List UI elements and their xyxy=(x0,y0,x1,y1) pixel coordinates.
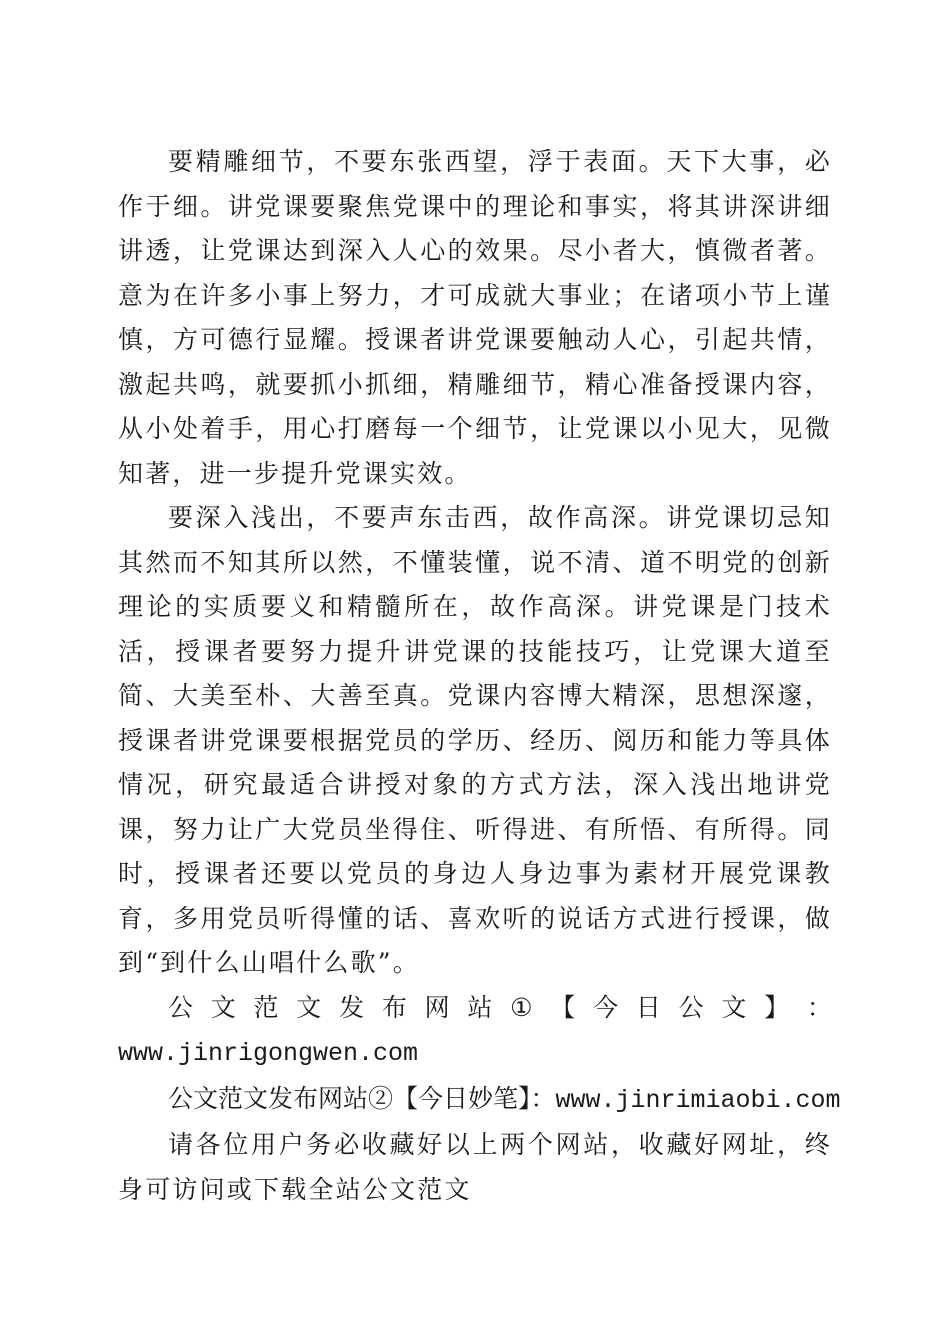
site1-char: 日 xyxy=(635,992,661,1022)
site1-url[interactable]: www.jinrigongwen.com xyxy=(118,1039,419,1068)
document-page xyxy=(118,140,841,1212)
site1-char: 布 xyxy=(381,992,407,1022)
site1-char: 今 xyxy=(593,992,619,1022)
site2-label: 公文范文发布网站②【今日妙笔】： xyxy=(168,1083,556,1113)
site1-label xyxy=(118,986,832,1031)
paragraph-2: 要深入浅出，不要声东击西，故作高深。讲党课切忌知其然而不知其所以然，不懂装懂，说不清、道不明党的创新理论的实质要义和精髓所在，故作高深。讲党课是门技术活，授课者要努力提升讲党课的技能技巧，让党课大道至简、大美至朴、大善至真。党课内容博大精深，思想深邃，授课者讲党课要根据党员的学历、经历、阅历和能力等具体情况，研究最适合讲授对象的方式方法，深入浅出地讲党课，努力让广大党员坐得住、听得进、有所悟、有所得。同时，授课者还要以党员的身边人身边事为素材开展党课教育，多用党员听得懂的话、喜欢听的说话方式进行授课，做到“到什么山唱什么歌”。 xyxy=(118,503,832,977)
site1-char: 】 xyxy=(764,992,790,1022)
site1-char: 文 xyxy=(721,992,747,1022)
site1-char: 文 xyxy=(210,992,236,1022)
site1-char: 公 xyxy=(678,992,704,1022)
site1-char: 网 xyxy=(424,992,450,1022)
site1-char: 【 xyxy=(550,992,576,1022)
notice-paragraph: 请各位用户务必收藏好以上两个网站，收藏好网址，终身可访问或下载全站公文范文 xyxy=(118,1130,832,1204)
site2-line xyxy=(118,1077,841,1124)
site1-url-line xyxy=(118,1030,832,1077)
paragraph-1: 要精雕细节，不要东张西望，浮于表面。天下大事，必作于细。讲党课要聚焦党课中的理论和事实，将其讲深讲细讲透，让党课达到深入人心的效果。尽小者大，慎微者著。意为在许多小事上努力，才可成就大事业；在诸项小节上谨慎，方可德行显耀。授课者讲党课要触动人心，引起共情，激起共鸣，就要抓小抓细，精雕细节，精心准备授课内容，从小处着手，用心打磨每一个细节，让党课以小见大，见微知著，进一步提升党课实效。 xyxy=(118,147,832,488)
site1-char: 范 xyxy=(253,992,279,1022)
site1-char: 文 xyxy=(296,992,322,1022)
site1-char: 发 xyxy=(339,992,365,1022)
site1-char: 站 xyxy=(467,992,493,1022)
site1-char: ① xyxy=(510,992,533,1022)
site1-char: 公 xyxy=(168,992,194,1022)
site1-char: ： xyxy=(806,992,832,1022)
site2-url[interactable]: www.jinrimiaobi.com xyxy=(555,1085,841,1115)
